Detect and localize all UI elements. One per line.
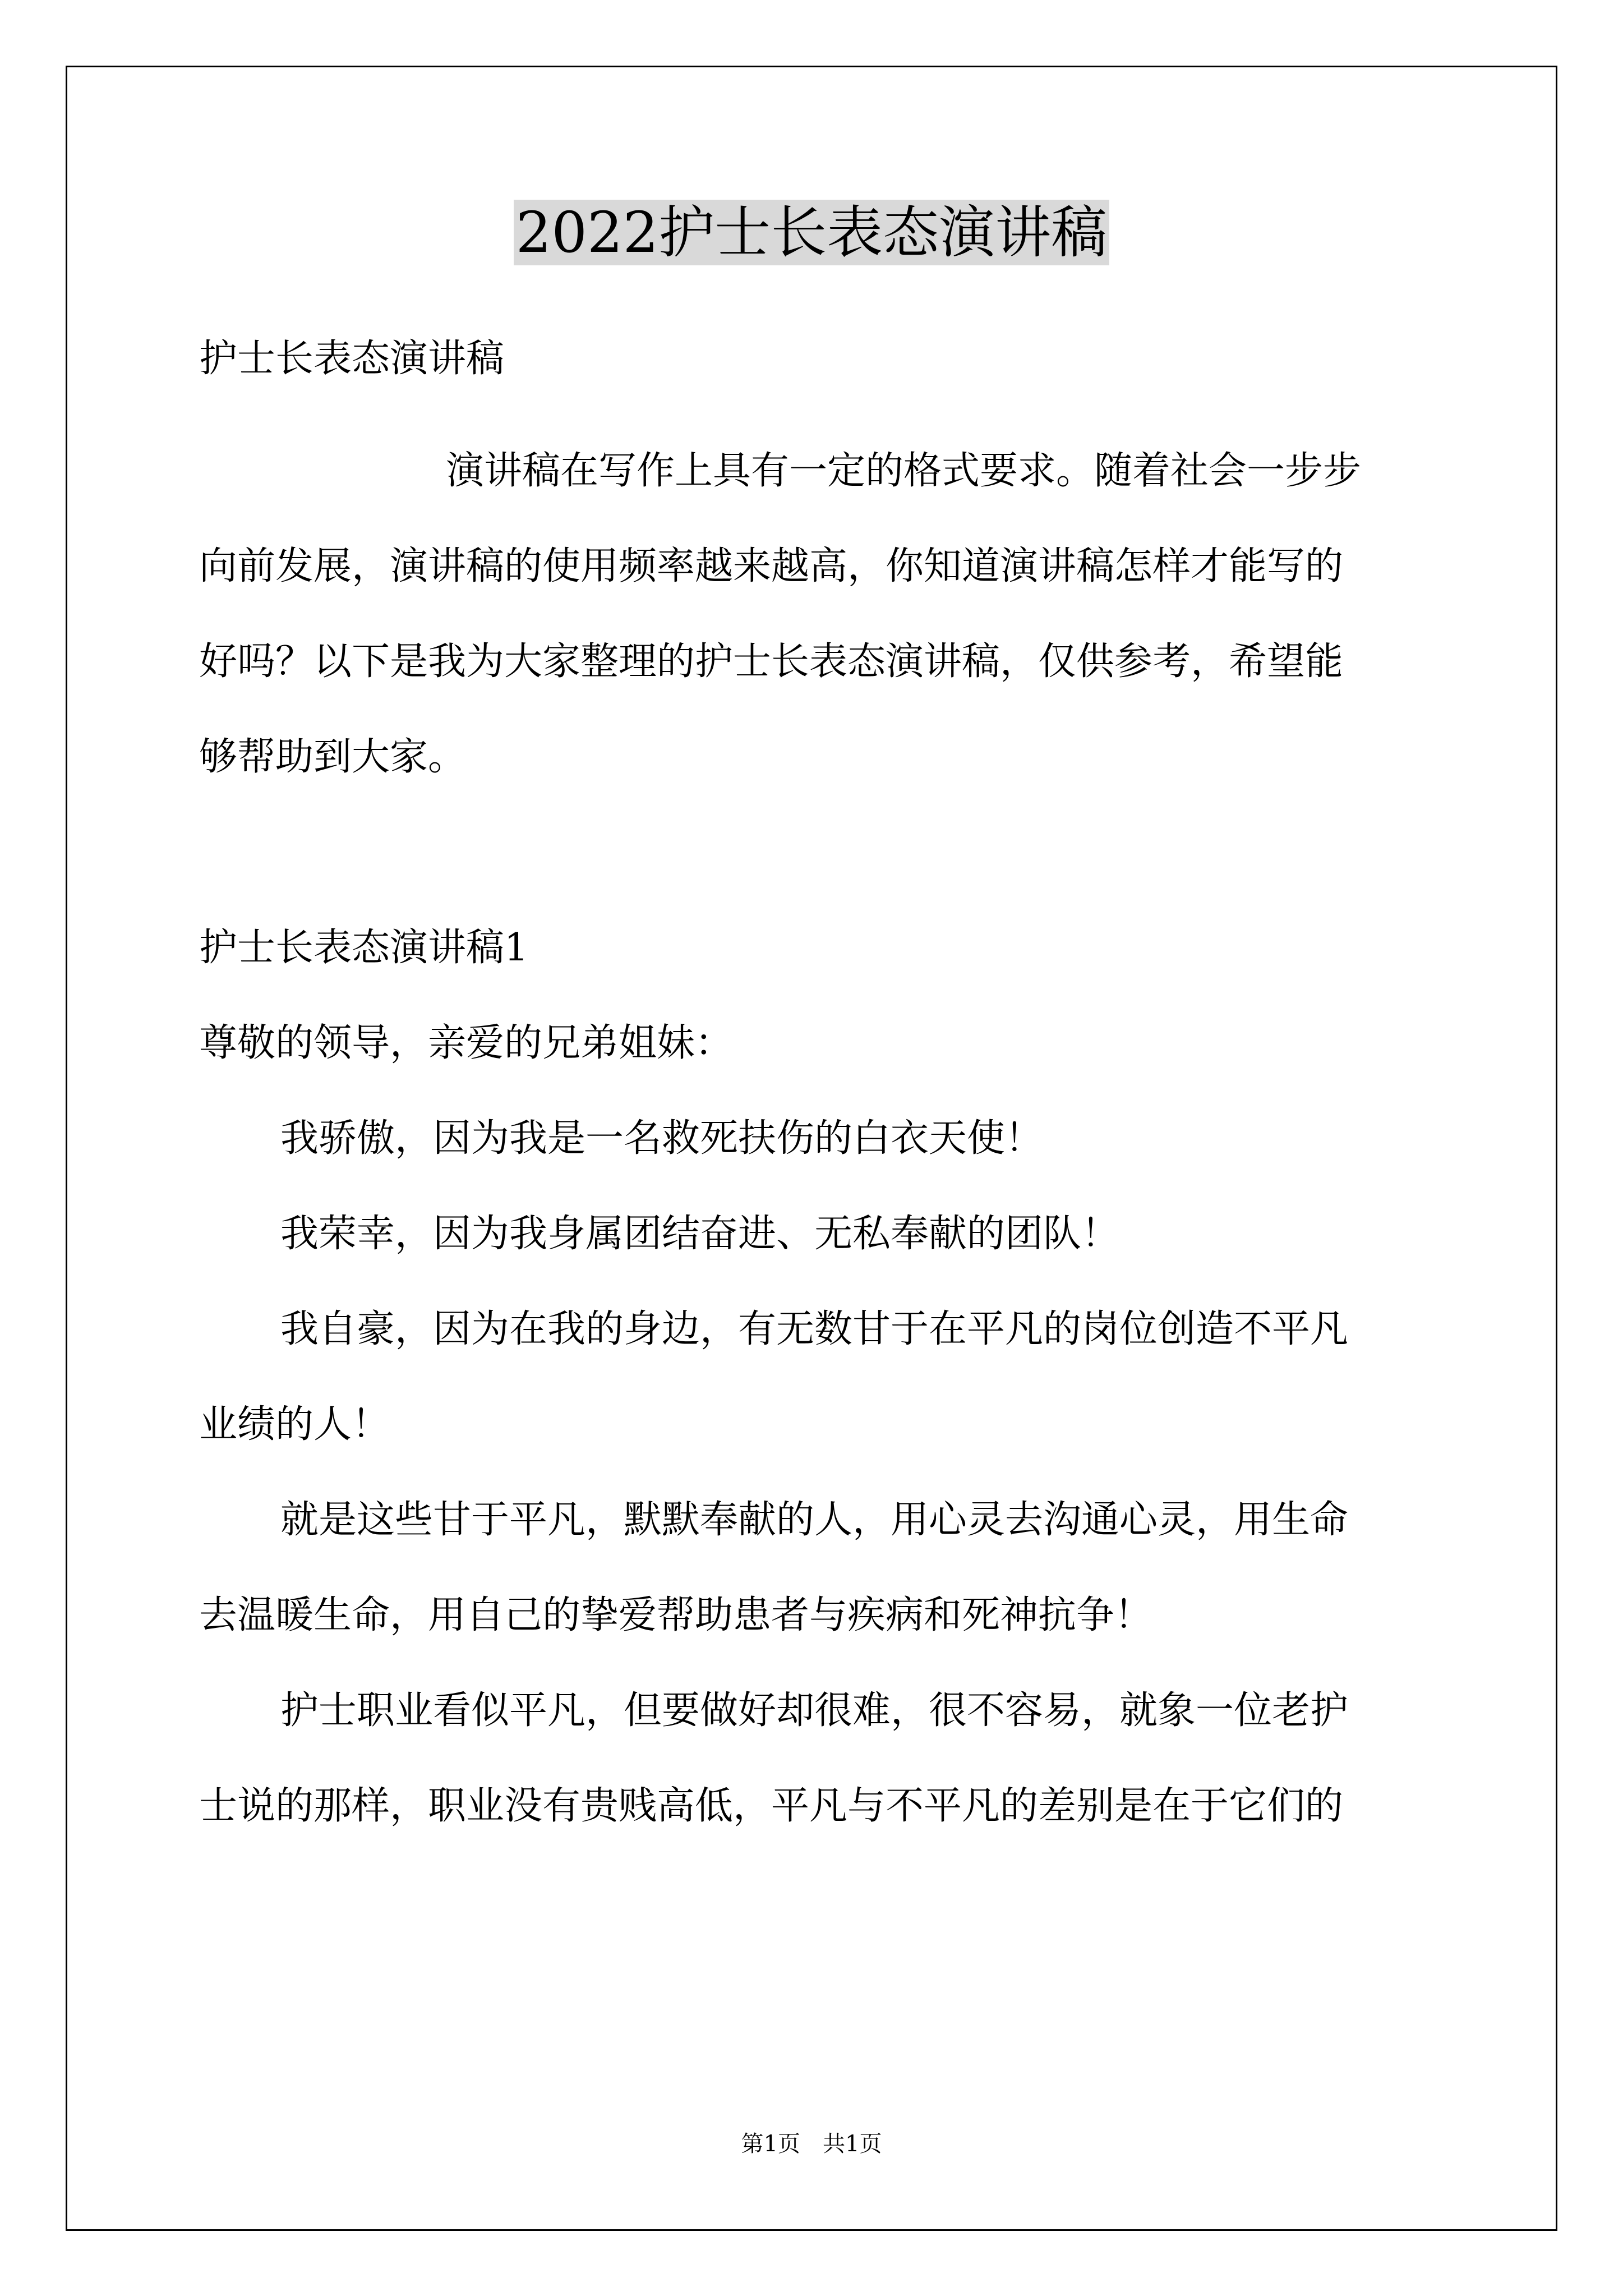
intro-line-4: 够帮助到大家。: [199, 735, 467, 779]
subtitle: 护士长表态演讲稿: [199, 337, 505, 381]
document-title-text: 2022护士长表态演讲稿: [514, 200, 1110, 265]
intro-line-2: 向前发展，演讲稿的使用频率越来越高，你知道演讲稿怎样才能写的: [199, 544, 1344, 588]
body-line-2: 我荣幸，因为我身属团结奋进、无私奉献的团队！: [280, 1212, 1120, 1256]
body-line-1: 我骄傲，因为我是一名救死扶伤的白衣天使！: [280, 1116, 1044, 1161]
body-line-5: 就是这些甘于平凡，默默奉献的人，用心灵去沟通心灵，用生命: [280, 1498, 1349, 1542]
intro-line-1: 演讲稿在写作上具有一定的格式要求。随着社会一步步: [446, 449, 1362, 493]
body-line-4: 业绩的人！: [199, 1402, 390, 1447]
body-line-3: 我自豪，因为在我的身边，有无数甘于在平凡的岗位创造不平凡: [280, 1307, 1349, 1351]
body-line-8: 士说的那样，职业没有贵贱高低，平凡与不平凡的差别是在于它们的: [199, 1784, 1344, 1828]
section-heading: 护士长表态演讲稿1: [199, 926, 529, 970]
intro-line-3: 好吗？以下是我为大家整理的护士长表态演讲稿，仅供参考，希望能: [199, 639, 1344, 684]
body-line-7: 护士职业看似平凡，但要做好却很难，很不容易，就象一位老护: [280, 1688, 1349, 1733]
document-title: [0, 191, 1623, 275]
page-footer: 第1页 共1页: [741, 2131, 882, 2157]
salutation: 尊敬的领导，亲爱的兄弟姐妹：: [199, 1021, 734, 1065]
body-line-6: 去温暖生命，用自己的挚爱帮助患者与疾病和死神抗争！: [199, 1593, 1153, 1637]
